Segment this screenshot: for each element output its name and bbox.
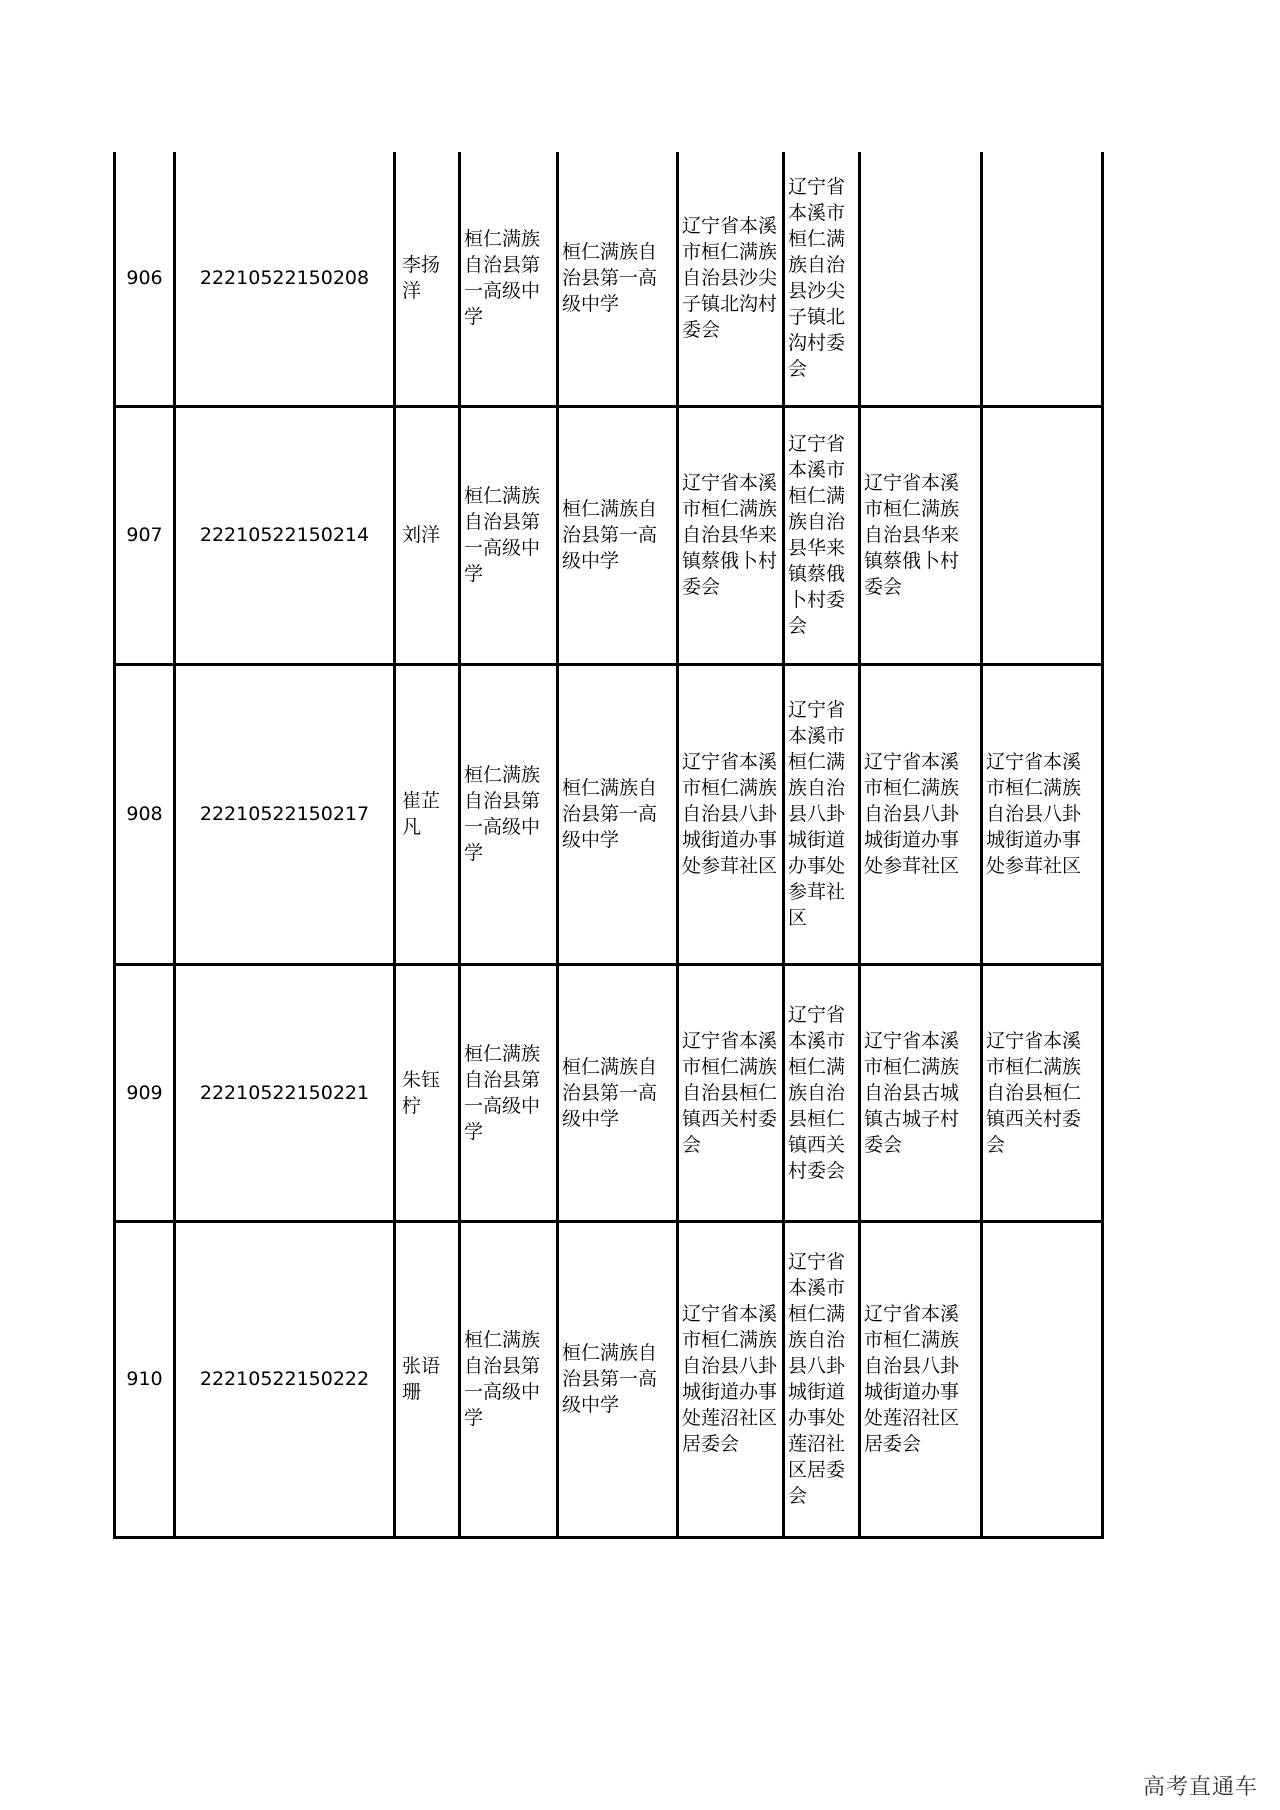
table-body [115, 152, 1103, 1537]
address-1: 辽宁省本溪市桓仁满族自治县八卦城街道办事处参茸社区 [678, 664, 784, 964]
address-3: 辽宁省本溪市桓仁满族自治县古城镇古城子村委会 [860, 964, 982, 1221]
graduating-school: 桓仁满族自治县第一高级中学 [558, 964, 678, 1221]
address-4 [982, 406, 1103, 664]
school: 桓仁满族自治县第一高级中学 [460, 964, 558, 1221]
address-3 [860, 152, 982, 406]
graduating-school: 桓仁满族自治县第一高级中学 [558, 152, 678, 406]
watermark-text: 高考直通车 [1142, 1775, 1258, 1800]
address-1: 辽宁省本溪市桓仁满族自治县桓仁镇西关村委会 [678, 964, 784, 1221]
candidate-name: 刘洋 [395, 406, 460, 664]
row-number: 906 [126, 267, 163, 290]
candidate-id: 22210522150217 [175, 664, 395, 964]
address-1: 辽宁省本溪市桓仁满族自治县八卦城街道办事处莲沼社区居委会 [678, 1221, 784, 1537]
row-number: 909 [115, 964, 175, 1221]
address-1: 辽宁省本溪市桓仁满族自治县沙尖子镇北沟村委会 [678, 152, 784, 406]
address-2: 辽宁省本溪市桓仁满族自治县八卦城街道办事处莲沼社区居委会 [784, 1221, 860, 1537]
candidate-name: 张语珊 [395, 1221, 460, 1537]
school: 桓仁满族自治县第一高级中学 [460, 1221, 558, 1537]
table-row [115, 406, 1103, 664]
candidate-id: 22210522150214 [175, 406, 395, 664]
address-2: 辽宁省本溪市桓仁满族自治县桓仁镇西关村委会 [784, 964, 860, 1221]
address-3: 辽宁省本溪市桓仁满族自治县八卦城街道办事处参茸社区 [860, 664, 982, 964]
address-2: 辽宁省本溪市桓仁满族自治县八卦城街道办事处参茸社区 [784, 664, 860, 964]
address-4 [982, 152, 1103, 406]
address-3: 辽宁省本溪市桓仁满族自治县八卦城街道办事处莲沼社区居委会 [860, 1221, 982, 1537]
table-row [115, 664, 1103, 964]
school: 桓仁满族自治县第一高级中学 [460, 664, 558, 964]
address-1: 辽宁省本溪市桓仁满族自治县华来镇蔡俄卜村委会 [678, 406, 784, 664]
row-number: 907 [115, 406, 175, 664]
address-4: 辽宁省本溪市桓仁满族自治县桓仁镇西关村委会 [982, 964, 1103, 1221]
graduating-school: 桓仁满族自治县第一高级中学 [558, 406, 678, 664]
address-3: 辽宁省本溪市桓仁满族自治县华来镇蔡俄卜村委会 [860, 406, 982, 664]
roster-table [113, 152, 1104, 1539]
candidate-id: 22210522150208 [175, 152, 395, 406]
candidate-name: 朱钰柠 [395, 964, 460, 1221]
school: 桓仁满族自治县第一高级中学 [460, 152, 558, 406]
candidate-name: 李扬洋 [395, 152, 460, 406]
graduating-school: 桓仁满族自治县第一高级中学 [558, 664, 678, 964]
candidate-id: 22210522150221 [175, 964, 395, 1221]
candidate-name: 崔芷凡 [395, 664, 460, 964]
row-number: 908 [115, 664, 175, 964]
school: 桓仁满族自治县第一高级中学 [460, 406, 558, 664]
table-row [115, 1221, 1103, 1537]
address-4: 辽宁省本溪市桓仁满族自治县八卦城街道办事处参茸社区 [982, 664, 1103, 964]
address-2: 辽宁省本溪市桓仁满族自治县沙尖子镇北沟村委会 [784, 152, 860, 406]
roster-table-container [113, 152, 1101, 1539]
row-number: 910 [115, 1221, 175, 1537]
address-4 [982, 1221, 1103, 1537]
table-row [115, 964, 1103, 1221]
table-row [115, 152, 1103, 406]
graduating-school: 桓仁满族自治县第一高级中学 [558, 1221, 678, 1537]
candidate-id: 22210522150222 [175, 1221, 395, 1537]
address-2: 辽宁省本溪市桓仁满族自治县华来镇蔡俄卜村委会 [784, 406, 860, 664]
